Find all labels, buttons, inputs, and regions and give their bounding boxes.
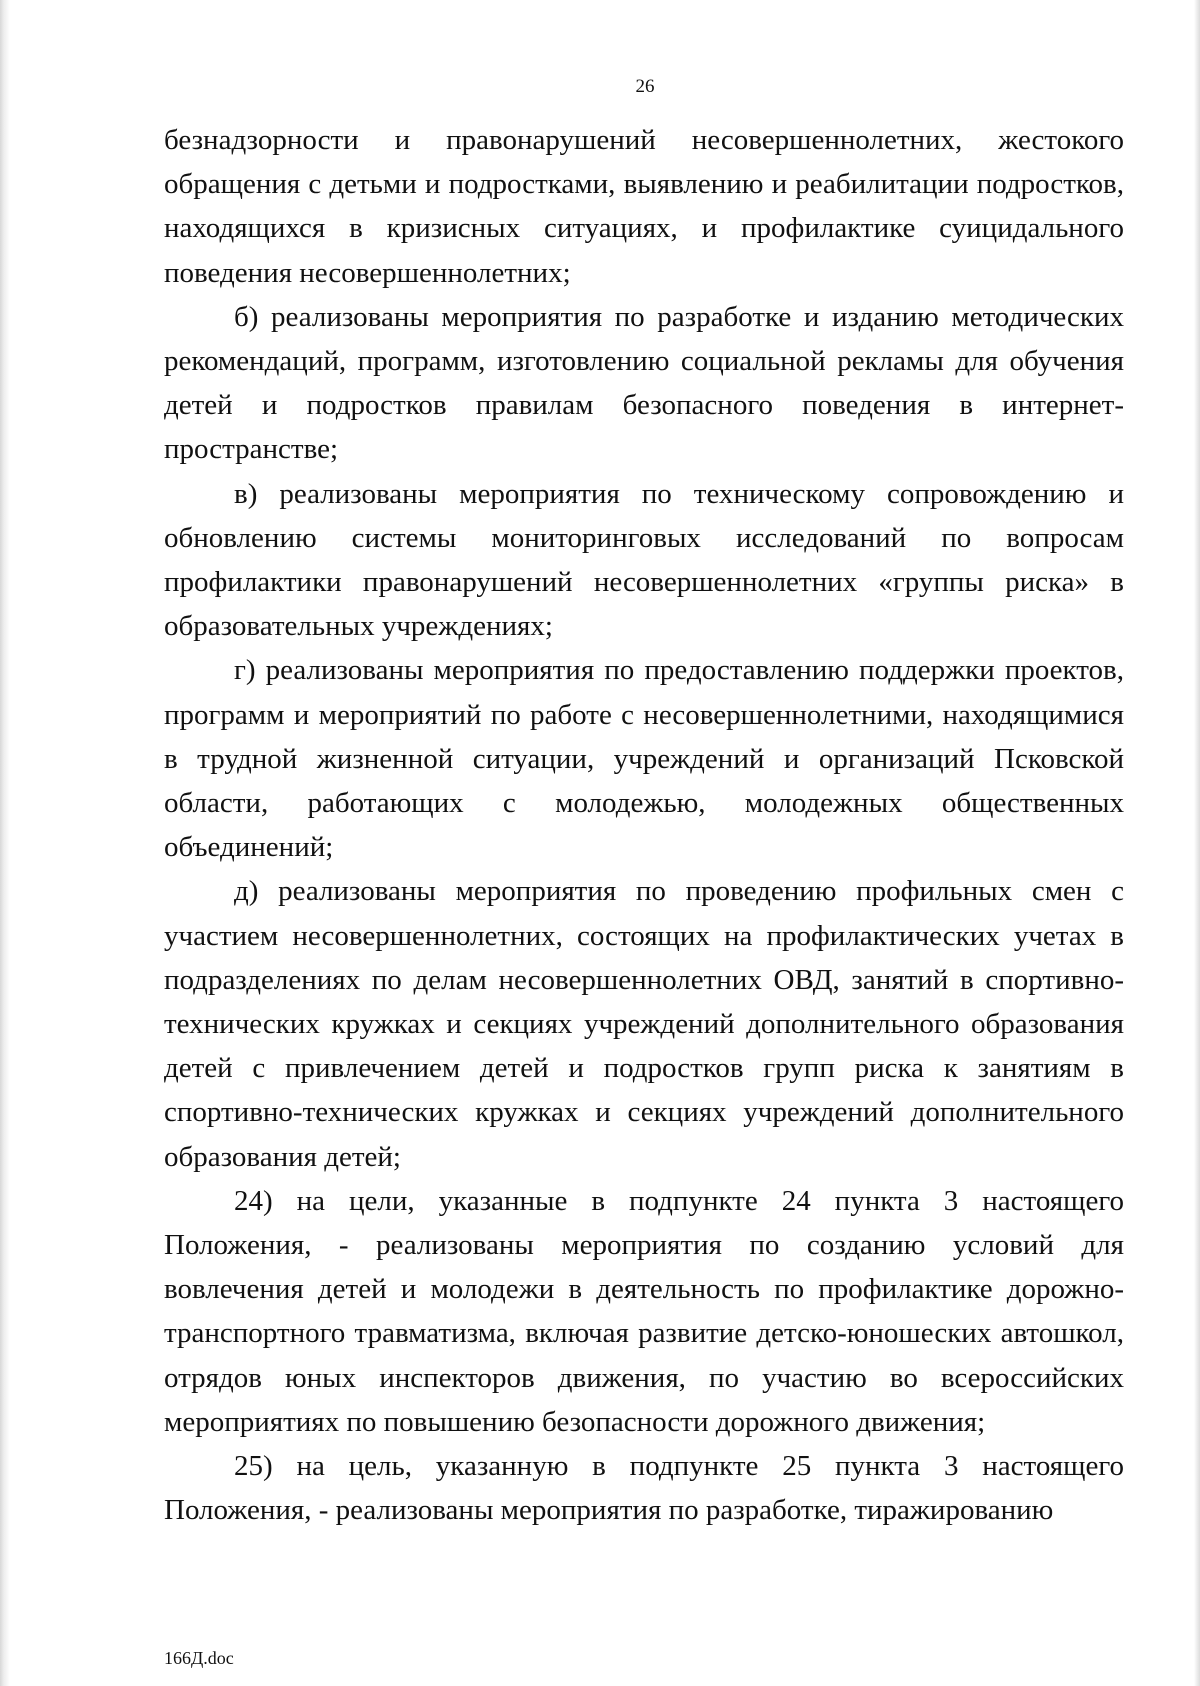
- paragraph-continuation: безнадзорности и правонарушений несовершеннолетних, жестокого обращения с детьми и подростками, выявлению и реабилитации подростков, находящихся в кризисных ситуациях, и профилактике суицидального поведения несовершеннолетних;: [164, 124, 1124, 289]
- footer-filename: 166Д.doc: [164, 1648, 234, 1668]
- paragraph-item-d: д) реализованы мероприятия по проведению профильных смен с участием несовершеннолетних, состоящих на профилактических учетах в подразделениях по делам несовершеннолетних ОВД, занятий в спортивно-технических кружках и секциях учреждений дополнительного образования детей с привлечением детей и подростков групп риска к занятиям в спортивно-технических кружках и секциях учреждений дополнительного образования детей;: [164, 875, 1124, 1173]
- scan-edge-left: [0, 0, 10, 1686]
- page-number: 26: [635, 76, 655, 97]
- paragraph-item-25: 25) на цель, указанную в подпункте 25 пункта 3 настоящего Положения, - реализованы мероприятия по разработке, тиражированию: [164, 1450, 1124, 1527]
- scan-edge-right: [1194, 0, 1200, 1686]
- paragraph-item-v: в) реализованы мероприятия по техническому сопровождению и обновлению системы мониторинговых исследований по вопросам профилактики правонарушений несовершеннолетних «группы риска» в образовательных учреждениях;: [164, 477, 1124, 643]
- paragraph-item-g: г) реализованы мероприятия по предоставлению поддержки проектов, программ и мероприятий по работе с несовершеннолетними, находящимися в трудной жизненной ситуации, учреждений и организаций Псковской области, работающих с молодежью, молодежных общественных объединений;: [164, 654, 1124, 864]
- paragraph-item-24: 24) на цели, указанные в подпункте 24 пункта 3 настоящего Положения, - реализованы мероприятия по созданию условий для вовлечения детей и молодежи в деятельность по профилактике дорожно-транспортного травматизма, включая развитие детско-юношеских автошкол, отрядов юных инспекторов движения, по участию во всероссийских мероприятиях по повышению безопасности дорожного движения;: [164, 1184, 1124, 1438]
- document-body: [164, 118, 1124, 1533]
- paragraph-item-b: б) реализованы мероприятия по разработке и изданию методических рекомендаций, программ, изготовлению социальной рекламы для обучения детей и подростков правилам безопасного поведения в интернет-пространстве;: [164, 300, 1124, 466]
